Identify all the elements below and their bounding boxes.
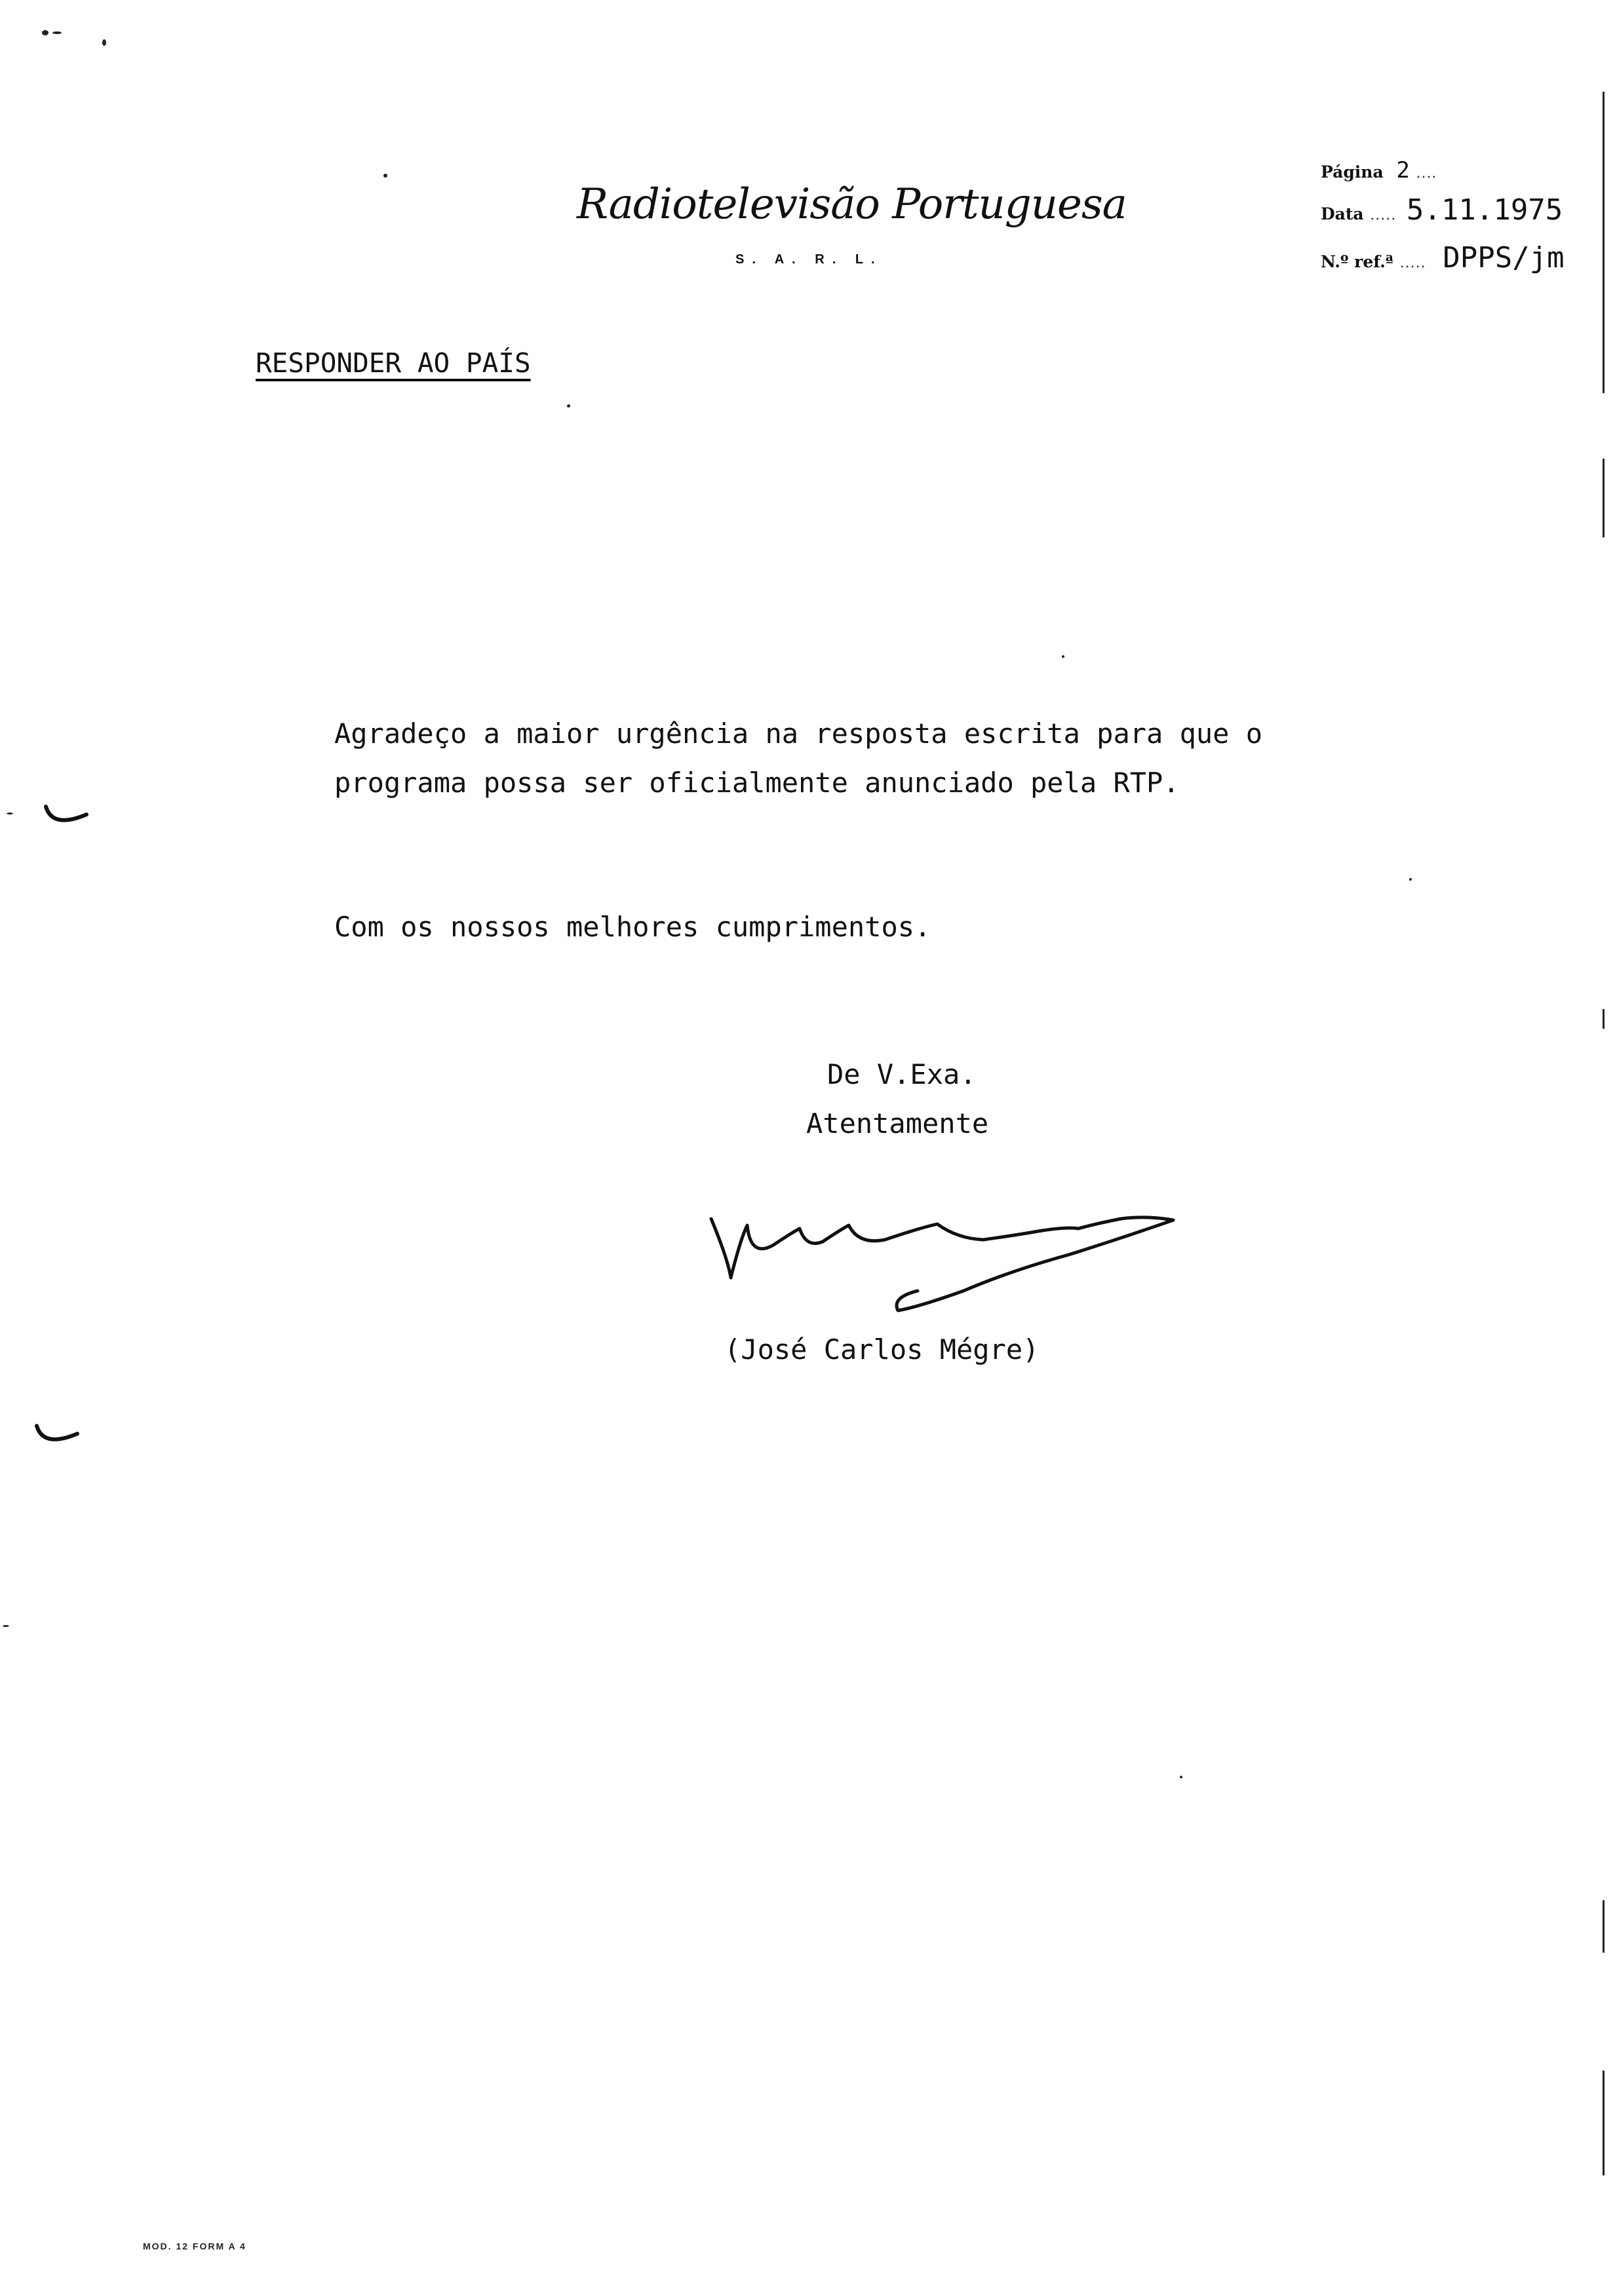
regards-line: Com os nossos melhores cumprimentos. <box>334 911 931 943</box>
scan-speck <box>42 30 49 35</box>
subject-heading: RESPONDER AO PAÍS <box>256 347 531 379</box>
scan-edge-line <box>1603 459 1605 537</box>
leader-dots: ..... <box>1370 207 1397 223</box>
form-code: MOD. 12 FORM A 4 <box>143 2241 246 2251</box>
scan-speck <box>3 1625 9 1627</box>
scan-speck <box>7 813 13 814</box>
closing-salutation: De V.Exa. <box>827 1058 977 1090</box>
scan-edge-line <box>1603 1900 1605 1953</box>
scan-edge-line <box>1603 92 1605 393</box>
scan-speck <box>1062 655 1064 658</box>
leader-dots: ..... <box>1399 255 1426 271</box>
signatory-name: (José Carlos Mégre) <box>724 1333 1040 1366</box>
reference-label: N.º ref.ª <box>1321 252 1393 271</box>
margin-arc-mark <box>34 1422 80 1455</box>
scan-speck <box>1409 878 1412 881</box>
scan-speck <box>52 31 62 34</box>
scan-speck <box>102 39 106 46</box>
leader-dots: .... <box>1416 165 1437 182</box>
scan-speck <box>567 404 570 408</box>
scan-speck <box>383 174 387 178</box>
page-number-label: Página <box>1321 163 1384 182</box>
reference-value: DPPS/jm <box>1443 241 1565 275</box>
date-field <box>1321 193 1563 227</box>
date-label: Data <box>1321 204 1364 223</box>
margin-arc-mark <box>43 803 89 835</box>
page-number-field <box>1321 157 1437 183</box>
body-line-1: Agradeço a maior urgência na resposta escrita para que o <box>334 718 1263 750</box>
closing-atentamente: Atentamente <box>806 1107 989 1139</box>
company-type: S. A. R. L. <box>735 252 883 267</box>
company-logo-wordmark: Radiotelevisão Portuguesa <box>577 180 1127 229</box>
scan-edge-line <box>1603 2071 1605 2175</box>
date-value: 5.11.1975 <box>1406 193 1563 227</box>
scan-speck <box>1180 1776 1182 1778</box>
scan-edge-line <box>1603 1009 1605 1029</box>
reference-field <box>1321 241 1565 275</box>
page-number-value: 2 <box>1396 157 1410 183</box>
body-line-2: programa possa ser oficialmente anunciado pela RTP. <box>334 767 1180 799</box>
handwritten-signature <box>701 1199 1186 1330</box>
